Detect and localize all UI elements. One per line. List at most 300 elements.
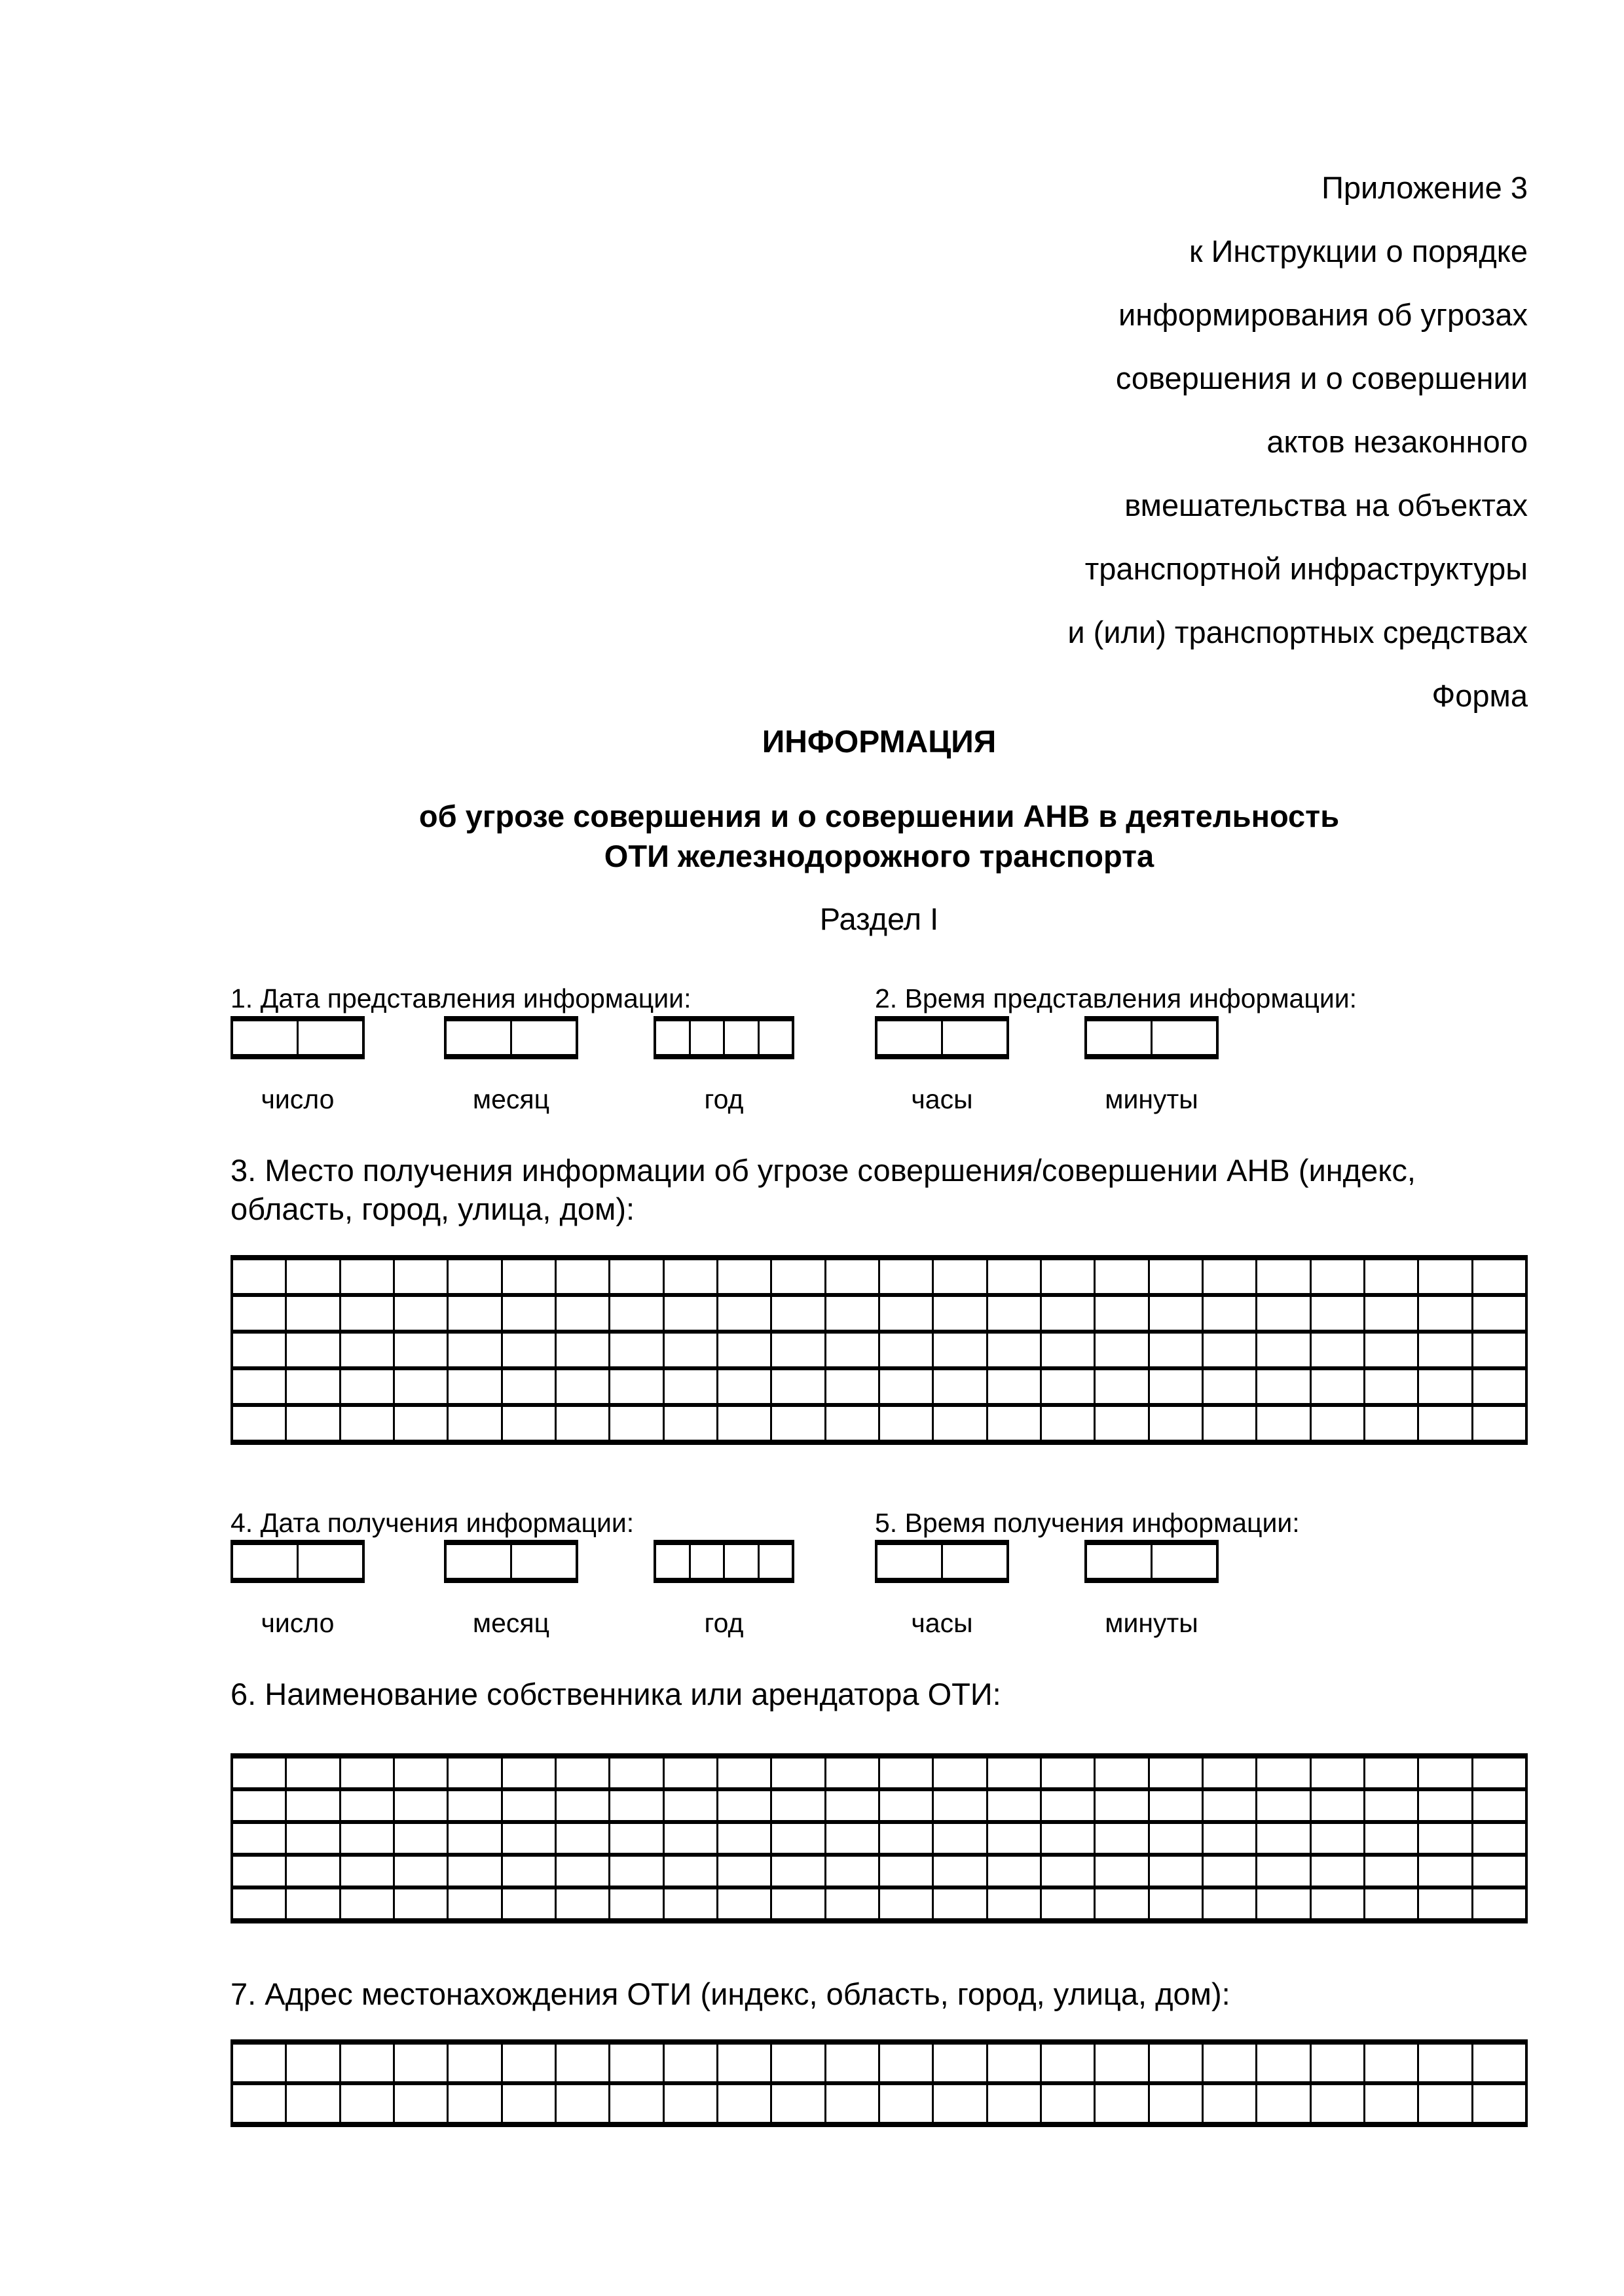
date-cell[interactable] bbox=[297, 1545, 362, 1578]
char-cell[interactable] bbox=[1471, 1758, 1525, 1787]
char-cell[interactable] bbox=[1094, 1857, 1147, 1886]
char-cell[interactable] bbox=[1255, 1758, 1309, 1787]
char-cell[interactable] bbox=[555, 1889, 608, 1918]
char-cell[interactable] bbox=[663, 1260, 716, 1293]
char-cell[interactable] bbox=[393, 1297, 447, 1330]
char-cell[interactable] bbox=[233, 1824, 285, 1853]
char-cell[interactable] bbox=[878, 1407, 932, 1440]
char-cell[interactable] bbox=[1094, 1791, 1147, 1820]
date-cell[interactable] bbox=[233, 1545, 297, 1578]
char-cell[interactable] bbox=[1310, 1889, 1363, 1918]
char-cell[interactable] bbox=[233, 1758, 285, 1787]
char-cell[interactable] bbox=[1363, 1370, 1417, 1403]
char-cell[interactable] bbox=[501, 2045, 555, 2081]
char-cell[interactable] bbox=[1363, 1260, 1417, 1293]
char-cell[interactable] bbox=[824, 1758, 878, 1787]
char-cell[interactable] bbox=[1202, 2085, 1255, 2122]
char-cell[interactable] bbox=[1148, 1297, 1202, 1330]
char-cell[interactable] bbox=[878, 1824, 932, 1853]
char-cell[interactable] bbox=[339, 1407, 393, 1440]
char-cell[interactable] bbox=[878, 1857, 932, 1886]
char-cell[interactable] bbox=[501, 1758, 555, 1787]
char-cell[interactable] bbox=[716, 2045, 770, 2081]
char-cell[interactable] bbox=[1202, 1889, 1255, 1918]
char-cell[interactable] bbox=[339, 1889, 393, 1918]
char-cell[interactable] bbox=[1040, 1370, 1094, 1403]
char-cell[interactable] bbox=[393, 2085, 447, 2122]
char-cell[interactable] bbox=[1202, 1260, 1255, 1293]
char-cell[interactable] bbox=[393, 1791, 447, 1820]
char-cell[interactable] bbox=[285, 1407, 339, 1440]
char-cell[interactable] bbox=[285, 1889, 339, 1918]
char-cell[interactable] bbox=[233, 1857, 285, 1886]
char-cell[interactable] bbox=[1040, 1824, 1094, 1853]
char-cell[interactable] bbox=[1202, 1758, 1255, 1787]
char-cell[interactable] bbox=[608, 1260, 662, 1293]
char-cell[interactable] bbox=[1363, 1857, 1417, 1886]
char-cell[interactable] bbox=[393, 1758, 447, 1787]
char-cell[interactable] bbox=[233, 1334, 285, 1366]
char-cell[interactable] bbox=[501, 2085, 555, 2122]
date-cell[interactable] bbox=[656, 1545, 689, 1578]
char-cell[interactable] bbox=[716, 1889, 770, 1918]
char-cell[interactable] bbox=[1417, 2085, 1471, 2122]
char-cell[interactable] bbox=[1202, 2045, 1255, 2081]
char-cell[interactable] bbox=[878, 1370, 932, 1403]
date-cell[interactable] bbox=[723, 1545, 758, 1578]
char-cell[interactable] bbox=[1094, 1758, 1147, 1787]
char-cell[interactable] bbox=[393, 1370, 447, 1403]
char-cell[interactable] bbox=[1471, 1889, 1525, 1918]
char-cell[interactable] bbox=[1094, 2045, 1147, 2081]
char-cell[interactable] bbox=[501, 1824, 555, 1853]
time-cell[interactable] bbox=[1087, 1545, 1151, 1578]
char-cell[interactable] bbox=[1471, 1791, 1525, 1820]
char-cell[interactable] bbox=[986, 2085, 1040, 2122]
char-cell[interactable] bbox=[447, 1334, 500, 1366]
char-cell[interactable] bbox=[770, 1889, 824, 1918]
char-cell[interactable] bbox=[393, 1334, 447, 1366]
time-cell[interactable] bbox=[877, 1021, 941, 1054]
char-cell[interactable] bbox=[447, 1791, 500, 1820]
char-cell[interactable] bbox=[663, 2045, 716, 2081]
char-cell[interactable] bbox=[932, 1334, 986, 1366]
char-cell[interactable] bbox=[663, 1824, 716, 1853]
time-cell[interactable] bbox=[1087, 1021, 1151, 1054]
char-cell[interactable] bbox=[986, 2045, 1040, 2081]
char-cell[interactable] bbox=[1310, 2045, 1363, 2081]
char-cell[interactable] bbox=[608, 1889, 662, 1918]
date-cell[interactable] bbox=[510, 1545, 576, 1578]
char-cell[interactable] bbox=[1471, 2045, 1525, 2081]
char-cell[interactable] bbox=[1417, 1758, 1471, 1787]
char-cell[interactable] bbox=[932, 1791, 986, 1820]
date-cell[interactable] bbox=[689, 1545, 724, 1578]
char-cell[interactable] bbox=[339, 1297, 393, 1330]
char-cell[interactable] bbox=[1255, 1889, 1309, 1918]
char-cell[interactable] bbox=[1471, 1260, 1525, 1293]
date-cell[interactable] bbox=[758, 1545, 792, 1578]
char-cell[interactable] bbox=[986, 1857, 1040, 1886]
char-cell[interactable] bbox=[824, 1407, 878, 1440]
char-cell[interactable] bbox=[1363, 1407, 1417, 1440]
char-cell[interactable] bbox=[878, 1334, 932, 1366]
char-cell[interactable] bbox=[824, 1260, 878, 1293]
char-cell[interactable] bbox=[1255, 1824, 1309, 1853]
char-cell[interactable] bbox=[1310, 1370, 1363, 1403]
char-cell[interactable] bbox=[716, 1297, 770, 1330]
char-cell[interactable] bbox=[716, 1334, 770, 1366]
char-cell[interactable] bbox=[1417, 1260, 1471, 1293]
char-cell[interactable] bbox=[1417, 1334, 1471, 1366]
char-cell[interactable] bbox=[1471, 1824, 1525, 1853]
char-cell[interactable] bbox=[285, 1260, 339, 1293]
char-cell[interactable] bbox=[1040, 1407, 1094, 1440]
char-cell[interactable] bbox=[447, 1857, 500, 1886]
char-cell[interactable] bbox=[447, 1407, 500, 1440]
char-cell[interactable] bbox=[608, 1758, 662, 1787]
char-cell[interactable] bbox=[1363, 1824, 1417, 1853]
char-cell[interactable] bbox=[878, 2085, 932, 2122]
char-cell[interactable] bbox=[393, 1407, 447, 1440]
char-cell[interactable] bbox=[1471, 2085, 1525, 2122]
char-cell[interactable] bbox=[1310, 1857, 1363, 1886]
char-cell[interactable] bbox=[878, 1297, 932, 1330]
char-cell[interactable] bbox=[770, 1758, 824, 1787]
char-cell[interactable] bbox=[285, 1370, 339, 1403]
char-cell[interactable] bbox=[555, 1407, 608, 1440]
char-cell[interactable] bbox=[1310, 2085, 1363, 2122]
char-cell[interactable] bbox=[932, 1824, 986, 1853]
char-cell[interactable] bbox=[1040, 1334, 1094, 1366]
char-cell[interactable] bbox=[824, 1370, 878, 1403]
char-cell[interactable] bbox=[1148, 1260, 1202, 1293]
char-cell[interactable] bbox=[285, 1334, 339, 1366]
char-cell[interactable] bbox=[339, 2085, 393, 2122]
char-cell[interactable] bbox=[716, 1857, 770, 1886]
char-cell[interactable] bbox=[824, 2085, 878, 2122]
char-cell[interactable] bbox=[608, 1857, 662, 1886]
char-cell[interactable] bbox=[1148, 1407, 1202, 1440]
char-cell[interactable] bbox=[1202, 1857, 1255, 1886]
date-cell[interactable] bbox=[447, 1545, 510, 1578]
char-cell[interactable] bbox=[986, 1407, 1040, 1440]
time-cell[interactable] bbox=[1151, 1021, 1216, 1054]
char-cell[interactable] bbox=[285, 1857, 339, 1886]
char-cell[interactable] bbox=[1363, 1791, 1417, 1820]
char-cell[interactable] bbox=[932, 2045, 986, 2081]
char-cell[interactable] bbox=[716, 1407, 770, 1440]
char-cell[interactable] bbox=[233, 1889, 285, 1918]
char-cell[interactable] bbox=[1363, 1297, 1417, 1330]
char-cell[interactable] bbox=[555, 1370, 608, 1403]
char-cell[interactable] bbox=[1040, 1889, 1094, 1918]
char-cell[interactable] bbox=[1094, 1824, 1147, 1853]
char-cell[interactable] bbox=[1148, 1370, 1202, 1403]
char-cell[interactable] bbox=[1094, 1334, 1147, 1366]
char-cell[interactable] bbox=[1040, 1857, 1094, 1886]
char-cell[interactable] bbox=[824, 1889, 878, 1918]
char-cell[interactable] bbox=[1148, 2045, 1202, 2081]
char-cell[interactable] bbox=[986, 1297, 1040, 1330]
char-cell[interactable] bbox=[393, 1824, 447, 1853]
char-cell[interactable] bbox=[608, 1297, 662, 1330]
char-cell[interactable] bbox=[663, 1791, 716, 1820]
char-cell[interactable] bbox=[1148, 1824, 1202, 1853]
char-cell[interactable] bbox=[932, 1889, 986, 1918]
char-cell[interactable] bbox=[339, 1824, 393, 1853]
char-cell[interactable] bbox=[986, 1889, 1040, 1918]
char-cell[interactable] bbox=[555, 1334, 608, 1366]
char-cell[interactable] bbox=[447, 2045, 500, 2081]
char-cell[interactable] bbox=[501, 1370, 555, 1403]
char-cell[interactable] bbox=[663, 1370, 716, 1403]
char-cell[interactable] bbox=[555, 2045, 608, 2081]
char-cell[interactable] bbox=[770, 1824, 824, 1853]
char-cell[interactable] bbox=[555, 1260, 608, 1293]
char-cell[interactable] bbox=[932, 1260, 986, 1293]
char-cell[interactable] bbox=[878, 1791, 932, 1820]
char-cell[interactable] bbox=[447, 2085, 500, 2122]
char-cell[interactable] bbox=[501, 1857, 555, 1886]
char-cell[interactable] bbox=[1148, 2085, 1202, 2122]
char-cell[interactable] bbox=[1148, 1889, 1202, 1918]
char-cell[interactable] bbox=[555, 1297, 608, 1330]
char-cell[interactable] bbox=[932, 1297, 986, 1330]
char-cell[interactable] bbox=[878, 2045, 932, 2081]
char-cell[interactable] bbox=[1255, 1791, 1309, 1820]
char-cell[interactable] bbox=[1417, 1889, 1471, 1918]
char-cell[interactable] bbox=[608, 1791, 662, 1820]
char-cell[interactable] bbox=[878, 1758, 932, 1787]
char-cell[interactable] bbox=[1202, 1297, 1255, 1330]
char-cell[interactable] bbox=[1255, 2045, 1309, 2081]
time-cell[interactable] bbox=[941, 1545, 1006, 1578]
char-cell[interactable] bbox=[1471, 1334, 1525, 1366]
char-cell[interactable] bbox=[1202, 1407, 1255, 1440]
char-cell[interactable] bbox=[233, 1297, 285, 1330]
char-cell[interactable] bbox=[285, 1297, 339, 1330]
char-cell[interactable] bbox=[663, 2085, 716, 2122]
char-cell[interactable] bbox=[986, 1334, 1040, 1366]
char-cell[interactable] bbox=[501, 1407, 555, 1440]
char-cell[interactable] bbox=[501, 1889, 555, 1918]
time-cell[interactable] bbox=[1151, 1545, 1216, 1578]
char-cell[interactable] bbox=[1417, 1370, 1471, 1403]
char-cell[interactable] bbox=[1255, 2085, 1309, 2122]
char-cell[interactable] bbox=[770, 2045, 824, 2081]
char-cell[interactable] bbox=[447, 1297, 500, 1330]
char-cell[interactable] bbox=[716, 1370, 770, 1403]
char-cell[interactable] bbox=[770, 1334, 824, 1366]
char-cell[interactable] bbox=[233, 1791, 285, 1820]
char-cell[interactable] bbox=[770, 1370, 824, 1403]
char-cell[interactable] bbox=[1255, 1857, 1309, 1886]
char-cell[interactable] bbox=[824, 1334, 878, 1366]
char-cell[interactable] bbox=[663, 1334, 716, 1366]
char-cell[interactable] bbox=[1255, 1370, 1309, 1403]
char-cell[interactable] bbox=[1094, 1370, 1147, 1403]
char-cell[interactable] bbox=[555, 1824, 608, 1853]
char-cell[interactable] bbox=[1040, 2045, 1094, 2081]
char-cell[interactable] bbox=[1040, 1260, 1094, 1293]
char-cell[interactable] bbox=[824, 1857, 878, 1886]
char-cell[interactable] bbox=[824, 1297, 878, 1330]
char-cell[interactable] bbox=[1471, 1297, 1525, 1330]
char-cell[interactable] bbox=[986, 1824, 1040, 1853]
char-cell[interactable] bbox=[824, 1791, 878, 1820]
char-cell[interactable] bbox=[878, 1889, 932, 1918]
char-cell[interactable] bbox=[447, 1889, 500, 1918]
date-cell[interactable] bbox=[233, 1021, 297, 1054]
char-cell[interactable] bbox=[1255, 1334, 1309, 1366]
char-cell[interactable] bbox=[1202, 1824, 1255, 1853]
char-cell[interactable] bbox=[393, 1889, 447, 1918]
char-cell[interactable] bbox=[932, 1370, 986, 1403]
char-cell[interactable] bbox=[1417, 2045, 1471, 2081]
char-cell[interactable] bbox=[1040, 1758, 1094, 1787]
char-cell[interactable] bbox=[716, 1791, 770, 1820]
char-cell[interactable] bbox=[986, 1260, 1040, 1293]
char-cell[interactable] bbox=[770, 1857, 824, 1886]
char-cell[interactable] bbox=[770, 2085, 824, 2122]
char-cell[interactable] bbox=[501, 1297, 555, 1330]
char-cell[interactable] bbox=[663, 1758, 716, 1787]
char-cell[interactable] bbox=[1417, 1297, 1471, 1330]
char-cell[interactable] bbox=[555, 1857, 608, 1886]
char-cell[interactable] bbox=[1363, 1758, 1417, 1787]
char-cell[interactable] bbox=[1094, 1260, 1147, 1293]
char-cell[interactable] bbox=[339, 2045, 393, 2081]
char-cell[interactable] bbox=[233, 1260, 285, 1293]
char-cell[interactable] bbox=[233, 1407, 285, 1440]
char-cell[interactable] bbox=[716, 2085, 770, 2122]
char-cell[interactable] bbox=[447, 1758, 500, 1787]
time-cell[interactable] bbox=[941, 1021, 1006, 1054]
char-cell[interactable] bbox=[285, 1791, 339, 1820]
char-cell[interactable] bbox=[1471, 1370, 1525, 1403]
char-cell[interactable] bbox=[716, 1824, 770, 1853]
char-cell[interactable] bbox=[1255, 1407, 1309, 1440]
char-cell[interactable] bbox=[1148, 1334, 1202, 1366]
char-cell[interactable] bbox=[1040, 1791, 1094, 1820]
char-cell[interactable] bbox=[501, 1334, 555, 1366]
char-cell[interactable] bbox=[1471, 1407, 1525, 1440]
char-cell[interactable] bbox=[663, 1297, 716, 1330]
char-cell[interactable] bbox=[1363, 2045, 1417, 2081]
char-cell[interactable] bbox=[663, 1889, 716, 1918]
char-cell[interactable] bbox=[1202, 1370, 1255, 1403]
char-cell[interactable] bbox=[393, 2045, 447, 2081]
char-cell[interactable] bbox=[1363, 1334, 1417, 1366]
char-cell[interactable] bbox=[770, 1791, 824, 1820]
char-cell[interactable] bbox=[285, 2085, 339, 2122]
char-cell[interactable] bbox=[824, 2045, 878, 2081]
char-cell[interactable] bbox=[339, 1857, 393, 1886]
char-cell[interactable] bbox=[608, 1407, 662, 1440]
char-cell[interactable] bbox=[932, 1857, 986, 1886]
char-cell[interactable] bbox=[663, 1407, 716, 1440]
char-cell[interactable] bbox=[1310, 1297, 1363, 1330]
date-cell[interactable] bbox=[758, 1021, 792, 1054]
date-cell[interactable] bbox=[297, 1021, 362, 1054]
char-cell[interactable] bbox=[339, 1334, 393, 1366]
char-cell[interactable] bbox=[824, 1824, 878, 1853]
char-cell[interactable] bbox=[555, 1758, 608, 1787]
char-cell[interactable] bbox=[986, 1758, 1040, 1787]
char-cell[interactable] bbox=[285, 1824, 339, 1853]
char-cell[interactable] bbox=[1310, 1260, 1363, 1293]
char-cell[interactable] bbox=[932, 1758, 986, 1787]
char-cell[interactable] bbox=[339, 1370, 393, 1403]
time-cell[interactable] bbox=[877, 1545, 941, 1578]
char-cell[interactable] bbox=[986, 1370, 1040, 1403]
char-cell[interactable] bbox=[285, 2045, 339, 2081]
char-cell[interactable] bbox=[447, 1370, 500, 1403]
char-cell[interactable] bbox=[1310, 1758, 1363, 1787]
char-cell[interactable] bbox=[339, 1260, 393, 1293]
char-cell[interactable] bbox=[501, 1260, 555, 1293]
char-cell[interactable] bbox=[1148, 1758, 1202, 1787]
date-cell[interactable] bbox=[510, 1021, 576, 1054]
char-cell[interactable] bbox=[1471, 1857, 1525, 1886]
char-cell[interactable] bbox=[339, 1791, 393, 1820]
char-cell[interactable] bbox=[1310, 1824, 1363, 1853]
char-cell[interactable] bbox=[1148, 1857, 1202, 1886]
date-cell[interactable] bbox=[447, 1021, 510, 1054]
char-cell[interactable] bbox=[878, 1260, 932, 1293]
char-cell[interactable] bbox=[770, 1297, 824, 1330]
char-cell[interactable] bbox=[932, 2085, 986, 2122]
date-cell[interactable] bbox=[656, 1021, 689, 1054]
char-cell[interactable] bbox=[663, 1857, 716, 1886]
char-cell[interactable] bbox=[1094, 2085, 1147, 2122]
char-cell[interactable] bbox=[555, 2085, 608, 2122]
char-cell[interactable] bbox=[608, 1370, 662, 1403]
date-cell[interactable] bbox=[723, 1021, 758, 1054]
char-cell[interactable] bbox=[233, 1370, 285, 1403]
char-cell[interactable] bbox=[1202, 1791, 1255, 1820]
char-cell[interactable] bbox=[1255, 1260, 1309, 1293]
char-cell[interactable] bbox=[1202, 1334, 1255, 1366]
char-cell[interactable] bbox=[1255, 1297, 1309, 1330]
char-cell[interactable] bbox=[233, 2045, 285, 2081]
char-cell[interactable] bbox=[770, 1407, 824, 1440]
char-cell[interactable] bbox=[447, 1824, 500, 1853]
char-cell[interactable] bbox=[986, 1791, 1040, 1820]
char-cell[interactable] bbox=[1310, 1334, 1363, 1366]
char-cell[interactable] bbox=[1148, 1791, 1202, 1820]
char-cell[interactable] bbox=[393, 1260, 447, 1293]
char-cell[interactable] bbox=[1363, 2085, 1417, 2122]
char-cell[interactable] bbox=[1040, 2085, 1094, 2122]
char-cell[interactable] bbox=[1310, 1407, 1363, 1440]
char-cell[interactable] bbox=[1094, 1889, 1147, 1918]
char-cell[interactable] bbox=[501, 1791, 555, 1820]
char-cell[interactable] bbox=[932, 1407, 986, 1440]
char-cell[interactable] bbox=[1363, 1889, 1417, 1918]
char-cell[interactable] bbox=[1094, 1407, 1147, 1440]
char-cell[interactable] bbox=[447, 1260, 500, 1293]
char-cell[interactable] bbox=[233, 2085, 285, 2122]
char-cell[interactable] bbox=[1040, 1297, 1094, 1330]
char-cell[interactable] bbox=[608, 2045, 662, 2081]
char-cell[interactable] bbox=[716, 1260, 770, 1293]
char-cell[interactable] bbox=[1310, 1791, 1363, 1820]
char-cell[interactable] bbox=[555, 1791, 608, 1820]
char-cell[interactable] bbox=[1417, 1407, 1471, 1440]
char-cell[interactable] bbox=[393, 1857, 447, 1886]
